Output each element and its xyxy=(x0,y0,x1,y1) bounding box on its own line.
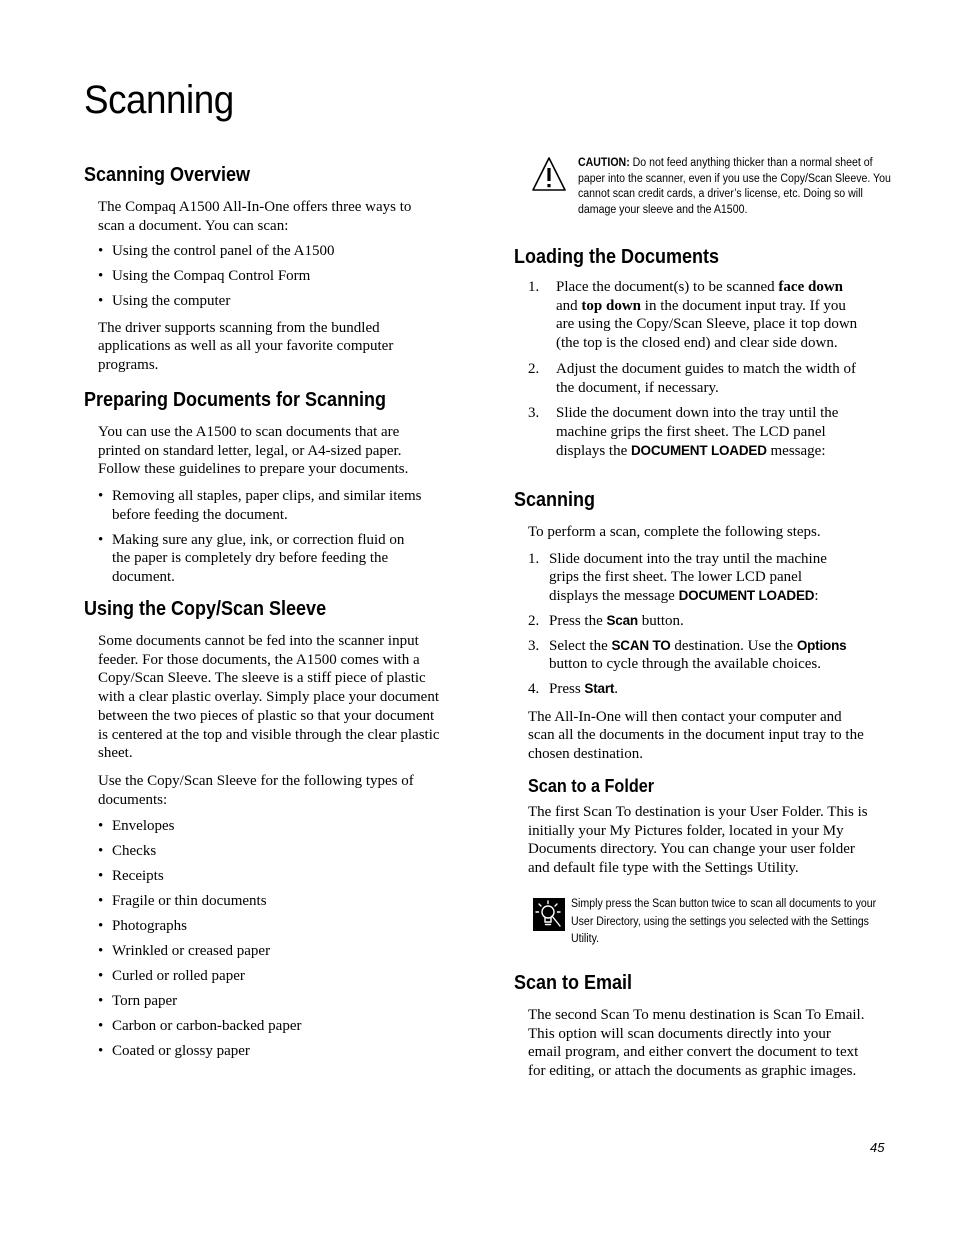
step-number: 1. xyxy=(528,550,540,567)
email-text: The second Scan To menu destination is Scan To Email. This option will scan documents directly into your email program, and either convert the document to text for editing, or attach the documents as graphic images. xyxy=(528,1007,865,1080)
scanning-steps xyxy=(528,550,868,699)
loading-body xyxy=(528,278,858,460)
section-scanning xyxy=(514,489,898,512)
loading-steps xyxy=(528,278,858,460)
tip-note xyxy=(571,896,911,949)
caution-note xyxy=(578,156,924,219)
scanning-body xyxy=(528,523,868,764)
page-number: 45 xyxy=(870,1140,885,1155)
caution-icon xyxy=(532,156,566,192)
button-name: Scan xyxy=(606,612,638,628)
list-item: • Using the Compaq Control Form xyxy=(98,267,438,286)
step-number: 3. xyxy=(528,637,540,654)
lcd-message: DOCUMENT LOADED xyxy=(631,442,767,458)
list-item: • Coated or glossy paper xyxy=(98,1042,443,1061)
overview-bullets xyxy=(98,242,438,310)
section-scan-to-folder xyxy=(528,776,898,797)
list-item: • Curled or rolled paper xyxy=(98,967,443,986)
step-text: button. xyxy=(637,612,684,629)
list-item xyxy=(528,550,849,606)
list-item: • Using the control panel of the A1500 xyxy=(98,242,438,261)
scanning-intro: To perform a scan, complete the following steps. xyxy=(528,524,821,540)
list-item xyxy=(528,360,858,397)
scanning-outro: The All-In-One will then contact your computer and scan all the documents in the document input tray to the chosen destination. xyxy=(528,708,864,763)
step-text: destination. Use the xyxy=(670,637,797,654)
email-body xyxy=(528,1006,866,1081)
button-name: Start xyxy=(584,680,615,696)
caution-text: Do not feed anything thicker than a normal sheet of paper into the scanner, even if you use the Copy/Scan Sleeve. You cannot scan credit cards, a driver’s license, etc. Doing so will damage your sleeve and the A1500. xyxy=(578,157,891,217)
step-text: : xyxy=(814,588,819,605)
heading-scan-to-folder: Scan to a Folder xyxy=(528,776,655,796)
list-item: • Fragile or thin documents xyxy=(98,892,443,911)
list-item xyxy=(528,404,858,460)
list-item: • Checks xyxy=(98,842,443,861)
list-item: • Photographs xyxy=(98,917,443,936)
overview-intro: The Compaq A1500 All-In-One offers three ways to scan a document. You can scan: xyxy=(98,199,412,234)
page-title: Scanning xyxy=(84,78,234,122)
heading-loading-documents: Loading the Documents xyxy=(514,246,720,268)
step-text: and xyxy=(556,297,582,314)
tip-text: Simply press the Scan button twice to scan all documents to your User Directory, using the settings you selected with the Settings Utility. xyxy=(571,898,877,945)
step-text: in the document input tray. If you are using the Copy/Scan Sleeve, place it top down (the top is the closed end) and clear side down. xyxy=(556,297,858,352)
sleeve-body xyxy=(98,632,443,1061)
heading-scan-to-email: Scan to Email xyxy=(514,972,633,994)
section-scanning-overview xyxy=(84,164,454,187)
step-number: 3. xyxy=(528,405,540,422)
section-loading-documents xyxy=(514,246,898,269)
step-text: Adjust the document guides to match the width of the document, if necessary. xyxy=(556,360,856,396)
list-item: • Envelopes xyxy=(98,817,443,836)
folder-body xyxy=(528,803,874,878)
lcd-message: DOCUMENT LOADED xyxy=(678,588,815,604)
preparing-body xyxy=(98,423,438,587)
heading-scanning: Scanning xyxy=(514,489,596,511)
preparing-bullets xyxy=(98,487,438,587)
step-text: Press the xyxy=(549,612,607,629)
step-text: . xyxy=(614,680,618,697)
overview-body xyxy=(98,198,438,375)
list-item: • Making sure any glue, ink, or correction fluid on the paper is completely dry before feeding the document. xyxy=(98,531,422,587)
step-text: Slide the document down into the tray until the machine grips the first sheet. The LCD panel displays the xyxy=(556,405,839,459)
step-number: 1. xyxy=(528,279,540,295)
step-text: Place the document(s) to be scanned xyxy=(556,279,779,295)
step-number: 2. xyxy=(528,612,540,629)
section-scan-to-email xyxy=(514,972,898,995)
section-copy-scan-sleeve xyxy=(84,598,454,621)
caution-label: CAUTION: xyxy=(578,157,630,169)
step-text: Press xyxy=(549,680,585,697)
step-number: 2. xyxy=(528,360,540,377)
heading-preparing-documents: Preparing Documents for Scanning xyxy=(84,389,387,411)
step-text: Slide document into the tray until the machine grips the first sheet. The lower LCD panel displays the message xyxy=(549,550,827,605)
step-text: button to cycle through the available choices. xyxy=(549,656,821,673)
list-item: • Torn paper xyxy=(98,992,443,1011)
folder-text: The first Scan To destination is your User Folder. This is initially your My Pictures folder, located in your My Documents directory. You can change your user folder and default file type with the Settings Utility. xyxy=(528,804,868,877)
list-item xyxy=(528,637,859,674)
list-item xyxy=(528,278,858,353)
list-item: • Removing all staples, paper clips, and similar items before feeding the document. xyxy=(98,487,422,524)
list-item: • Carbon or carbon-backed paper xyxy=(98,1017,443,1036)
section-preparing-documents xyxy=(84,389,454,412)
sleeve-para1: Some documents cannot be fed into the scanner input feeder. For those documents, the A1500 comes with a Copy/Scan Sleeve. The sleeve is a stiff piece of plastic with a clear plastic overlay. Simply place your document between the two pieces of plastic so that your document is centered at the top and visible through the clear plastic sheet. xyxy=(98,633,440,762)
step-bold: top down xyxy=(581,297,642,314)
step-bold: face down xyxy=(778,279,843,295)
list-item xyxy=(528,612,868,631)
preparing-intro: You can use the A1500 to scan documents that are printed on standard letter, legal, or A4-sized paper. Follow these guidelines to prepare your documents. xyxy=(98,424,409,478)
overview-outro: The driver supports scanning from the bundled applications as well as all your favorite computer programs. xyxy=(98,319,394,373)
step-text: Select the xyxy=(549,637,612,654)
heading-copy-scan-sleeve: Using the Copy/Scan Sleeve xyxy=(84,598,327,620)
step-number: 4. xyxy=(528,680,540,697)
heading-scanning-overview: Scanning Overview xyxy=(84,164,251,186)
list-item: • Receipts xyxy=(98,867,443,886)
tip-lightbulb-icon xyxy=(533,898,565,931)
list-item xyxy=(528,680,868,699)
button-name: SCAN TO xyxy=(611,637,671,653)
step-text: message: xyxy=(766,442,826,459)
list-item: • Wrinkled or creased paper xyxy=(98,942,443,961)
button-name: Options xyxy=(796,637,847,653)
sleeve-para2: Use the Copy/Scan Sleeve for the following types of documents: xyxy=(98,772,414,808)
sleeve-bullets xyxy=(98,817,443,1061)
list-item: • Using the computer xyxy=(98,292,438,311)
